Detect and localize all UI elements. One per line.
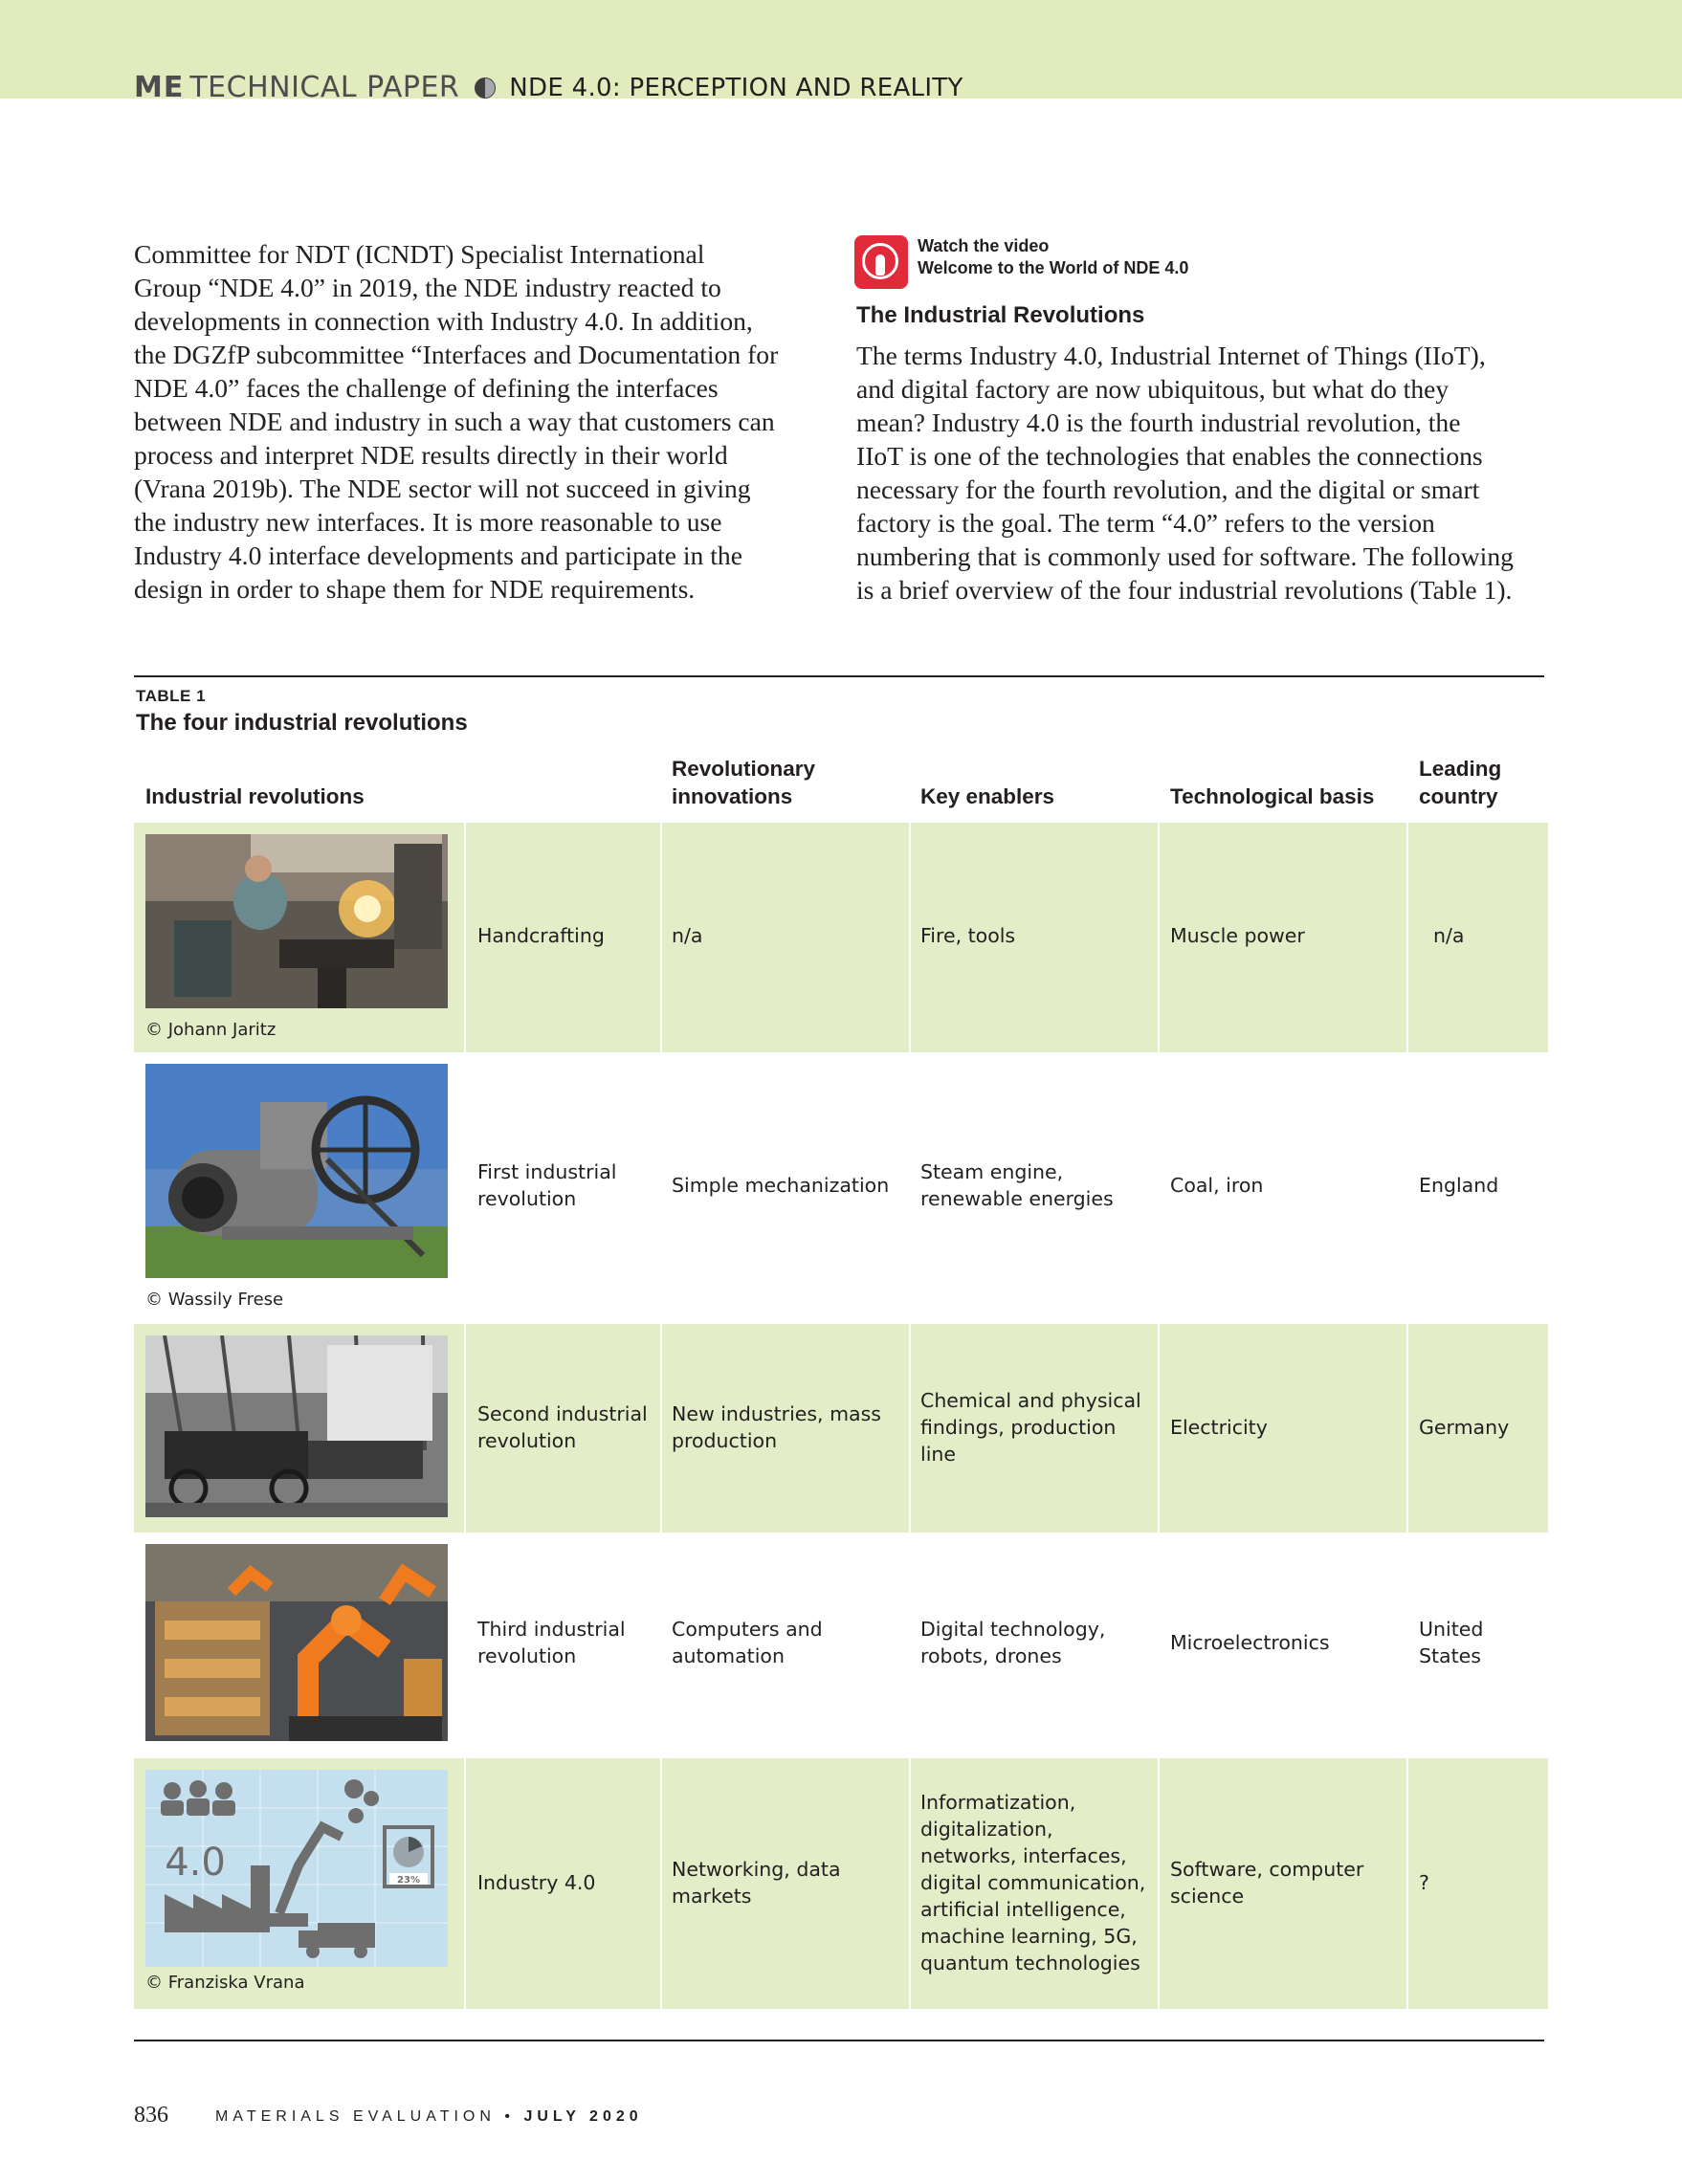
graphic-label: 4.0	[165, 1841, 226, 1885]
video-touch-icon[interactable]	[854, 235, 908, 289]
table-row	[134, 1324, 1548, 1533]
header-technological-basis: Technological basis	[1170, 784, 1375, 808]
video-title[interactable]: Welcome to the World of NDE 4.0	[918, 258, 1189, 277]
text-line: the industry new interfaces. It is more reasonable to use	[134, 507, 722, 537]
journal-issue: JULY 2020	[523, 2108, 643, 2125]
enablers-cell: Steam engine, renewable energies	[920, 1160, 1114, 1210]
graphic-percent: 23%	[397, 1875, 420, 1886]
text-line: necessary for the fourth revolution, and the digital or smart	[856, 474, 1480, 504]
steam-engine-photo	[145, 1064, 448, 1278]
country-cell: England	[1419, 1174, 1499, 1197]
running-head	[134, 71, 963, 104]
text-line: factory is the goal. The term “4.0” refers to the version	[856, 508, 1435, 538]
innovation-cell: New industries, mass production	[672, 1402, 881, 1452]
text-line: and digital factory are now ubiquitous, but what do they	[856, 374, 1450, 404]
page-number: 836	[134, 2103, 168, 2128]
section-heading: The Industrial Revolutions	[856, 302, 1145, 328]
text-line: (Vrana 2019b). The NDE sector will not succeed in giving	[134, 474, 751, 503]
header-innovations: Revolutionary innovations	[672, 757, 816, 808]
text-line: NDE 4.0” faces the challenge of defining the interfaces	[134, 373, 719, 403]
video-cta[interactable]: Watch the video	[918, 236, 1050, 255]
enablers-cell: Fire, tools	[920, 924, 1016, 947]
header-leading-country: Leading country	[1419, 757, 1502, 808]
enablers-cell: Digital technology, robots, drones	[920, 1618, 1106, 1667]
text-line: design in order to shape them for NDE requirements.	[134, 574, 696, 604]
image-credit: © Johann Jaritz	[145, 1020, 277, 1040]
text-line: the DGZfP subcommittee “Interfaces and Documentation for	[134, 340, 779, 369]
header-industrial-revolutions: Industrial revolutions	[145, 784, 365, 808]
text-line: process and interpret NDE results directly in their world	[134, 440, 728, 470]
basis-cell: Microelectronics	[1170, 1631, 1330, 1654]
basis-cell: Muscle power	[1170, 924, 1305, 947]
innovation-cell: Simple mechanization	[672, 1174, 890, 1197]
industry-4-graphic	[145, 1770, 448, 1967]
innovation-cell: Computers and automation	[672, 1618, 823, 1667]
left-column-text	[134, 237, 778, 606]
paper-title: NDE 4.0: PERCEPTION AND REALITY	[509, 73, 963, 102]
table-caption: The four industrial revolutions	[136, 710, 468, 736]
revolution-name: First industrial revolution	[477, 1160, 617, 1210]
assembly-line-photo	[145, 1335, 448, 1517]
text-line: is a brief overview of the four industrial revolutions (Table 1).	[856, 575, 1513, 605]
table-bottom-rule	[134, 2040, 1544, 2041]
revolution-name: Handcrafting	[477, 924, 605, 947]
country-cell: ?	[1419, 1871, 1429, 1894]
table-label: TABLE 1	[136, 687, 207, 705]
revolution-name: Second industrial revolution	[477, 1402, 648, 1452]
image-credit: © Wassily Frese	[145, 1290, 284, 1310]
revolution-name: Industry 4.0	[477, 1871, 596, 1894]
innovation-cell: n/a	[672, 924, 703, 947]
basis-cell: Electricity	[1170, 1416, 1268, 1439]
header-key-enablers: Key enablers	[920, 784, 1055, 808]
text-line: developments in connection with Industry 4.0. In addition,	[134, 306, 753, 336]
right-column-text	[856, 339, 1514, 607]
table-row	[134, 1052, 1548, 1324]
text-line: numbering that is commonly used for software. The following	[856, 541, 1514, 571]
country-cell: n/a	[1433, 924, 1465, 947]
text-line: Industry 4.0 interface developments and participate in the	[134, 540, 742, 570]
blacksmith-photo	[145, 834, 448, 1008]
enablers-cell: Chemical and physical findings, production line	[920, 1389, 1141, 1466]
innovation-cell: Networking, data markets	[672, 1858, 841, 1908]
text-line: mean? Industry 4.0 is the fourth industrial revolution, the	[856, 408, 1461, 437]
video-link[interactable]	[854, 235, 1188, 289]
half-circle-icon	[475, 77, 496, 99]
section-label: TECHNICAL PAPER	[189, 71, 460, 104]
text-line: IIoT is one of the technologies that enables the connections	[856, 441, 1483, 471]
text-line: between NDE and industry in such a way that customers can	[134, 407, 775, 436]
table-top-rule	[134, 675, 1544, 677]
text-line: Committee for NDT (ICNDT) Specialist International	[134, 239, 705, 269]
basis-cell: Coal, iron	[1170, 1174, 1264, 1197]
journal-footer	[215, 2108, 643, 2126]
enablers-cell: Informatization, digitalization, networks, interfaces, digital communication, artificial intelligence, machine learning, 5G, quantum technologies	[920, 1791, 1146, 1974]
brand-mark: ME	[134, 71, 185, 104]
table-row	[134, 823, 1548, 1052]
basis-cell: Software, computer science	[1170, 1858, 1364, 1908]
country-cell: Germany	[1419, 1416, 1510, 1439]
footer-bullet: •	[504, 2108, 515, 2125]
table-row	[134, 1758, 1548, 2009]
image-credit: © Franziska Vrana	[145, 1973, 305, 1993]
revolution-name: Third industrial revolution	[477, 1618, 626, 1667]
country-cell: United States	[1419, 1618, 1484, 1667]
industrial-robots-photo	[145, 1544, 448, 1741]
text-line: The terms Industry 4.0, Industrial Internet of Things (IIoT),	[856, 341, 1486, 370]
text-line: Group “NDE 4.0” in 2019, the NDE industry reacted to	[134, 273, 721, 302]
journal-name: MATERIALS EVALUATION	[215, 2108, 496, 2125]
table-row	[134, 1533, 1548, 1758]
